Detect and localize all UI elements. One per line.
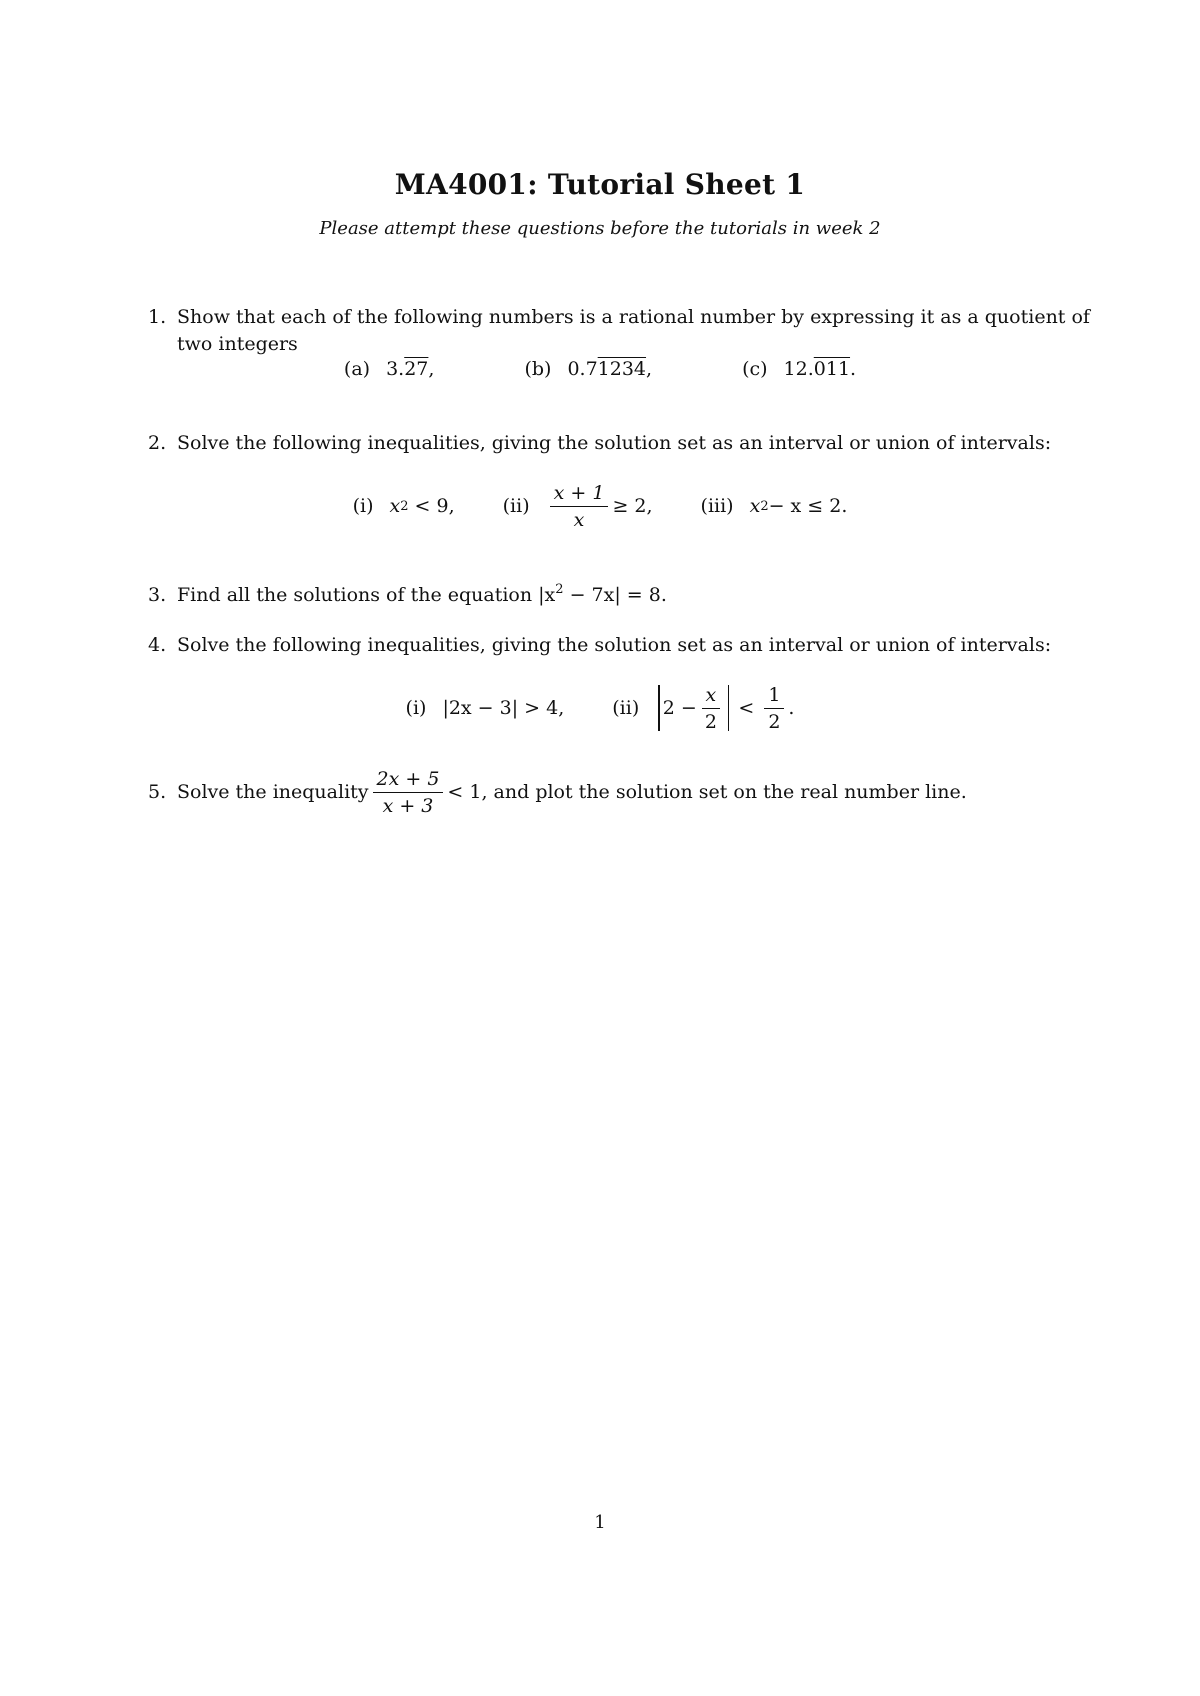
item-repeating: 1234 (597, 358, 647, 380)
q2-item-ii (503, 482, 653, 531)
question-text: Solve the following inequalities, giving the solution set as an interval or union of intervals: (177, 634, 1052, 656)
item-int: 12. (783, 358, 814, 380)
q4-items (0, 680, 1200, 736)
item-label: (c) (742, 358, 768, 380)
item-label: (ii) (502, 495, 530, 517)
item-repeating: 27 (404, 358, 429, 380)
item-label: (i) (405, 697, 427, 719)
question-number: 2. (148, 432, 167, 454)
question-number: 3. (148, 584, 167, 606)
math-variable: x (389, 495, 401, 517)
math-rhs: ≥ 2, (612, 495, 653, 517)
item-tail: , (428, 358, 435, 380)
page-number: 1 (594, 1512, 606, 1533)
math-exponent: 2 (555, 582, 564, 597)
fraction-numerator: x + 1 (550, 482, 609, 507)
fraction (764, 684, 784, 733)
math-operator: < (738, 697, 755, 719)
fraction-denominator: 2 (768, 710, 781, 733)
math-rhs: < 9, (414, 495, 455, 517)
item-repeating: 011 (813, 358, 851, 380)
question-1 (148, 304, 1090, 358)
item-label: (b) (524, 358, 552, 380)
item-int: 3. (386, 358, 405, 380)
math-expression: 2 − (662, 697, 697, 719)
q1-item-c (742, 358, 856, 380)
fraction-numerator: 1 (764, 684, 784, 709)
question-text: Show that each of the following numbers is a rational number by expressing it as a quotient of (177, 306, 1090, 328)
question-4 (148, 632, 1051, 659)
question-number: 1. (148, 306, 167, 328)
item-tail: . (850, 358, 857, 380)
abs-bar-left (658, 685, 660, 731)
q2-item-i (353, 495, 455, 517)
q4-item-ii (612, 684, 794, 733)
math-exponent: 2 (400, 498, 409, 514)
question-text: Solve the inequality (177, 781, 369, 803)
item-int: 0.7 (567, 358, 598, 380)
fraction (550, 482, 609, 531)
question-number: 4. (148, 634, 167, 656)
question-2 (148, 430, 1051, 457)
abs-bar-right (728, 685, 730, 731)
math-variable: x (749, 495, 761, 517)
fraction-numerator: 2x + 5 (373, 768, 444, 793)
question-3 (148, 576, 667, 609)
question-text: Find all the solutions of the equation |x (177, 584, 556, 606)
fraction-denominator: 2 (704, 710, 717, 733)
math-exponent: 2 (760, 498, 769, 514)
q1-item-a (344, 358, 435, 380)
fraction (701, 684, 721, 733)
fraction-denominator: x (573, 508, 585, 531)
fraction-denominator: x + 3 (382, 795, 434, 817)
question-text-tail: − 7x| = 8. (563, 584, 667, 606)
fraction-numerator: x (702, 684, 721, 709)
math-end: . (788, 697, 795, 719)
item-label: (iii) (700, 495, 734, 517)
math-rest: − x ≤ 2. (768, 495, 848, 517)
q2-items (0, 476, 1200, 536)
q1-items (0, 358, 1200, 380)
item-label: (i) (352, 495, 374, 517)
question-text-continued: two integers (177, 333, 298, 355)
question-5 (148, 768, 967, 817)
subtitle: Please attempt these questions before the tutorials in week 2 (319, 218, 881, 239)
question-text-tail: < 1, and plot the solution set on the real number line. (447, 781, 967, 803)
q4-item-i (406, 697, 565, 719)
q2-item-iii (701, 495, 848, 517)
question-text: Solve the following inequalities, giving the solution set as an interval or union of intervals: (177, 432, 1052, 454)
item-tail: , (646, 358, 653, 380)
fraction (373, 768, 444, 817)
page-title: MA4001: Tutorial Sheet 1 (394, 168, 806, 201)
math-expression: |2x − 3| > 4, (442, 697, 565, 719)
item-label: (ii) (612, 697, 640, 719)
q1-item-b (524, 358, 652, 380)
item-label: (a) (343, 358, 371, 380)
question-number: 5. (148, 781, 167, 803)
